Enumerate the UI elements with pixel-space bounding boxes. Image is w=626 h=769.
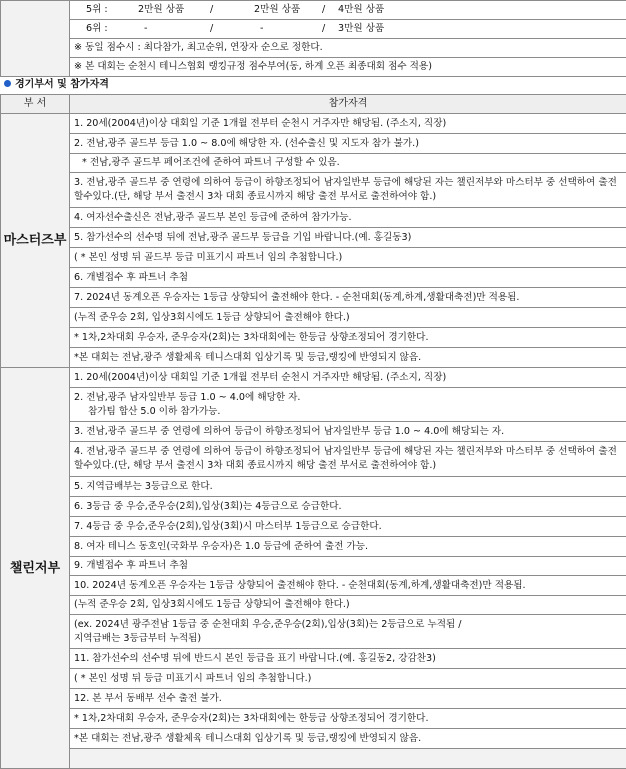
table-row [1,134,626,154]
table-row [1,517,626,537]
prize-cell [70,1,626,20]
qualification-item: * 1차,2차대회 우승자, 준우승자(2회)는 3차대회에는 한등급 상향조정되어 경기한다. [70,328,626,348]
header-division: 부 서 [1,95,70,114]
note-row [1,58,626,77]
table-row [1,268,626,288]
table-row [1,288,626,308]
bullet-icon [4,80,11,87]
qualification-item: 1. 20세(2004년)이상 대회일 기준 1개월 전부터 순천시 거주자만 해당됨. (주소지, 직장) [70,368,626,388]
prize-value: 2만원 상품 [138,1,210,19]
note-text: ※ 본 대회는 순천시 테니스협회 랭킹규정 점수부여(동, 하계 오픈 최종대회 점수 적용) [70,58,626,77]
table-row [1,576,626,596]
qualification-item: 7. 2024년 동계오픈 우승자는 1등급 상향되어 출전해야 한다. - 순천대회(동계,하계,생활대축전)만 적용됨. [70,288,626,308]
prize-value: 3만원 상품 [338,20,384,38]
table-row [1,477,626,497]
prize-side-cell [1,1,70,77]
table-row [1,328,626,348]
table-row [1,114,626,134]
table-row [1,689,626,709]
qualification-item: 6. 개별접수 후 파트너 추첨 [70,268,626,288]
table-row [1,208,626,228]
table-row [1,537,626,557]
prize-table [0,0,626,77]
table-row [1,388,626,422]
qualification-line: 참가팀 합산 5.0 이하 참가가능. [74,405,626,419]
qualification-item [70,388,626,422]
division-challenger: 챌린저부 [1,368,70,769]
qualification-item: 9. 개별접수 후 파트너 추첨 [70,557,626,576]
prize-value: - [138,20,210,38]
table-row [1,557,626,576]
division-masters: 마스터즈부 [1,114,70,368]
section-heading [0,76,626,94]
note-text: ※ 동일 점수시 : 최다참가, 최고순위, 연장자 순으로 정한다. [70,39,626,58]
qualification-item: 5. 지역급배부는 3등급으로 한다. [70,477,626,497]
table-row [1,348,626,368]
qualification-item: 2. 전남,광주 골드부 등급 1.0 ~ 8.0에 해당한 자. (선수출신 및 지도자 참가 불가.) [70,134,626,154]
qualification-item: ( * 본인 성명 뒤 등급 미표기시 파트너 임의 추첨합니다.) [70,669,626,689]
qualification-item: 4. 전남,광주 골드부 중 연령에 의하여 등급이 하향조정되어 남자일반부 등급에 해당된 자는 챌린저부와 마스터부 중 선택하여 출전할수있다.(단, 해당 부서 출전시 3차 대회 종료시까지 해당 출전 부서로 출전하여야 함.) [70,442,626,477]
header-qualification: 참가자격 [70,95,626,114]
qualification-line: 2. 전남,광주 남자일반부 등급 1.0 ~ 4.0에 해당한 자. [74,391,626,405]
table-row [1,709,626,729]
table-row [1,173,626,208]
prize-rank: 6위 : [74,20,138,38]
division-next [70,749,626,769]
qualification-item: (누적 준우승 2회, 입상3회시에도 1등급 상향되어 출전해야 한다.) [70,596,626,615]
table-row [1,669,626,689]
table-row [1,729,626,749]
qualification-item: 6. 3등급 중 우승,준우승(2회),입상(3회)는 4등급으로 승급한다. [70,497,626,517]
qualification-line: (ex. 2024년 광주전남 1등급 중 순천대회 우승,준우승(2회),입상(3회)는 2등급으로 누적됨 / [74,618,626,632]
table-row [1,228,626,248]
qualification-item: 8. 여자 테니스 동호인(국화부 우승자)은 1.0 등급에 준하여 출전 가능. [70,537,626,557]
prize-separator: / [210,20,254,38]
note-row [1,39,626,58]
qualification-item: * 전남,광주 골드부 페어조건에 준하여 파트너 구성할 수 있음. [70,154,626,173]
prize-separator: / [210,1,254,19]
prize-value: 4만원 상품 [338,1,384,19]
prize-separator: / [322,20,338,38]
qualification-item: 4. 여자선수출신은 전남,광주 골드부 본인 등급에 준하여 참가가능. [70,208,626,228]
prize-value: 2만원 상품 [254,1,322,19]
qualification-line: 지역급배는 3등급부터 누적됨) [74,632,626,646]
qualification-table [0,94,626,769]
prize-cell [70,20,626,39]
table-row [1,615,626,649]
qualification-item: 3. 전남,광주 골드부 중 연령에 의하여 등급이 하향조정되어 남자일반부 등급에 해당된 자는 챌린저부와 마스터부 중 선택하여 출전할수있다.(단, 해당 부서 출전시 3차 대회 종료시까지 해당 출전 부서로 출전하여야 함.) [70,173,626,208]
table-row [1,368,626,388]
prize-row [1,1,626,20]
qualification-item: 5. 참가선수의 선수명 뒤에 전남,광주 골드부 등급을 기입 바랍니다.(예. 홍길동3) [70,228,626,248]
qualification-item: 1. 20세(2004년)이상 대회일 기준 1개월 전부터 순천시 거주자만 해당됨. (주소지, 직장) [70,114,626,134]
qualification-item: *본 대회는 전남,광주 생활체육 테니스대회 입상기록 및 등급,랭킹에 반영되지 않음. [70,729,626,749]
qualification-item: 12. 본 부서 동배부 선수 출전 불가. [70,689,626,709]
table-row [1,596,626,615]
qualification-item: 7. 4등급 중 우승,준우승(2회),입상(3회)시 마스터부 1등급으로 승급한다. [70,517,626,537]
qualification-item [70,615,626,649]
table-row [1,248,626,268]
prize-separator: / [322,1,338,19]
table-row [1,308,626,328]
table-row [1,154,626,173]
table-row [1,497,626,517]
prize-row [1,20,626,39]
qualification-item: (누적 준우승 2회, 입상3회시에도 1등급 상향되어 출전해야 한다.) [70,308,626,328]
table-row [1,749,626,769]
table-header-row [1,95,626,114]
qualification-item: 3. 전남,광주 골드부 중 연령에 의하여 등급이 하향조정되어 남자일반부 등급 1.0 ~ 4.0에 해당되는 자. [70,422,626,442]
qualification-item: 10. 2024년 동계오픈 우승자는 1등급 상향되어 출전해야 한다. - 순천대회(동계,하계,생활대축전)만 적용됨. [70,576,626,596]
table-row [1,649,626,669]
prize-rank: 5위 : [74,1,138,19]
qualification-item: *본 대회는 전남,광주 생활체육 테니스대회 입상기록 및 등급,랭킹에 반영되지 않음. [70,348,626,368]
qualification-item: * 1차,2차대회 우승자, 준우승자(2회)는 3차대회에는 한등급 상향조정되어 경기한다. [70,709,626,729]
table-row [1,422,626,442]
qualification-item: ( * 본인 성명 뒤 골드부 등급 미표기시 파트너 임의 추첨합니다.) [70,248,626,268]
section-title: 경기부서 및 참가자격 [15,79,109,90]
table-row [1,442,626,477]
qualification-item: 11. 참가선수의 선수명 뒤에 반드시 본인 등급을 표기 바랍니다.(예. 홍길동2, 강감찬3) [70,649,626,669]
prize-value: - [254,20,322,38]
